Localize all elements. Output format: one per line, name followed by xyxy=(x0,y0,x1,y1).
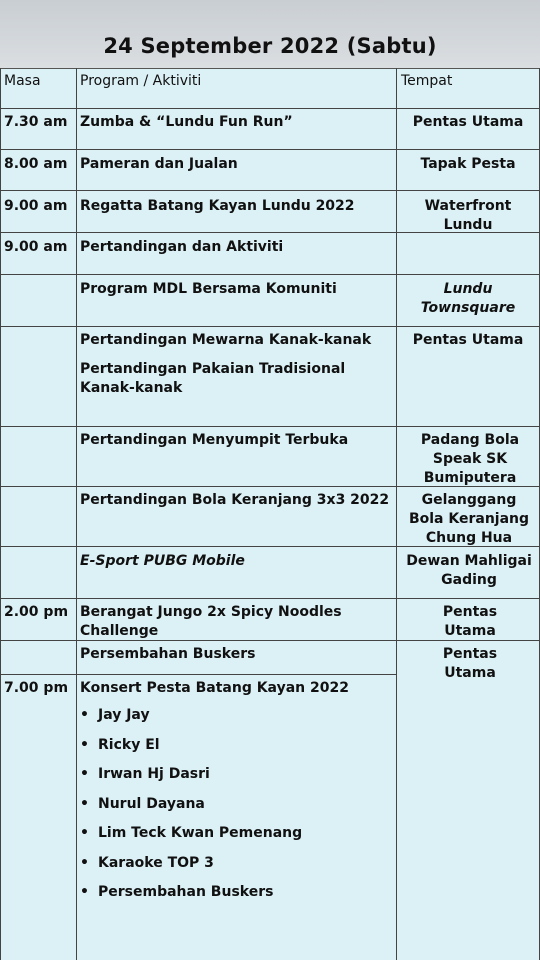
list-item xyxy=(80,765,302,795)
list-item xyxy=(80,706,302,736)
grid-line xyxy=(0,274,540,275)
row-venue: Pentas Utama xyxy=(412,114,524,130)
row-program: Pameran dan Jualan xyxy=(80,156,238,172)
performer-name: Lim Teck Kwan Pemenang xyxy=(98,825,303,841)
list-item xyxy=(80,824,302,854)
row-program: Regatta Batang Kayan Lundu 2022 xyxy=(80,198,355,214)
grid-line xyxy=(0,149,540,150)
bullet-icon: • xyxy=(80,736,89,753)
row-time: 8.00 am xyxy=(4,156,68,172)
bullet-icon: • xyxy=(80,707,89,723)
bullet-icon: • xyxy=(80,795,89,812)
grid-line xyxy=(0,598,540,599)
row-venue: Pentas Utama xyxy=(442,646,498,681)
row-program: E-Sport PUBG Mobile xyxy=(80,553,245,569)
grid-line xyxy=(0,326,540,327)
list-item xyxy=(80,854,302,884)
grid-line xyxy=(76,68,77,960)
row-venue: Tapak Pesta xyxy=(420,156,516,172)
row-time: 9.00 am xyxy=(4,239,68,255)
row-time: 7.00 pm xyxy=(4,680,69,696)
performer-name: Irwan Hj Dasri xyxy=(98,766,210,782)
row-time: 9.00 am xyxy=(4,198,68,214)
grid-line xyxy=(0,674,396,675)
row-program-secondary: Pertandingan Pakaian Tradisional Kanak-kanak xyxy=(80,361,346,396)
row-venue: Dewan Mahligai Gading xyxy=(406,553,532,588)
grid-line xyxy=(0,426,540,427)
performer-name: Jay Jay xyxy=(98,707,150,723)
bullet-icon: • xyxy=(80,884,89,900)
header-masa: Masa xyxy=(4,73,41,89)
row-venue: Lundu Townsquare xyxy=(420,281,516,316)
row-venue: Padang Bola Speak SK Bumiputera xyxy=(420,432,520,486)
row-time: 7.30 am xyxy=(4,114,68,130)
bullet-icon: • xyxy=(80,854,89,871)
bullet-icon: • xyxy=(80,766,89,782)
row-program: Berangat Jungo 2x Spicy Noodles Challenge xyxy=(80,604,342,639)
row-program: Pertandingan dan Aktiviti xyxy=(80,239,284,255)
performer-name: Nurul Dayana xyxy=(98,795,205,812)
performer-name: Persembahan Buskers xyxy=(98,884,274,900)
row-venue: Pentas Utama xyxy=(412,332,524,348)
performer-name: Ricky El xyxy=(98,736,160,753)
header-tempat: Tempat xyxy=(401,73,453,89)
list-item xyxy=(80,883,302,913)
list-item xyxy=(80,736,302,766)
page-title: 24 September 2022 (Sabtu) xyxy=(103,34,437,58)
row-venue: Gelanggang Bola Keranjang Chung Hua xyxy=(408,492,530,546)
grid-line xyxy=(0,190,540,191)
grid-line xyxy=(0,108,540,109)
grid-line xyxy=(396,68,397,960)
header-program: Program / Aktiviti xyxy=(80,73,202,89)
list-item xyxy=(80,795,302,825)
row-venue: Pentas Utama xyxy=(442,604,498,639)
row-program: Program MDL Bersama Komuniti xyxy=(80,281,337,297)
row-venue: Waterfront Lundu xyxy=(424,198,512,233)
row-program: Zumba & “Lundu Fun Run” xyxy=(80,114,293,130)
performer-list xyxy=(80,706,302,913)
row-program: Konsert Pesta Batang Kayan 2022 xyxy=(80,680,349,696)
performer-name: Karaoke TOP 3 xyxy=(98,854,214,871)
row-program: Persembahan Buskers xyxy=(80,646,256,662)
row-program: Pertandingan Mewarna Kanak-kanak xyxy=(80,332,372,348)
row-program: Pertandingan Bola Keranjang 3x3 2022 xyxy=(80,492,390,508)
row-time: 2.00 pm xyxy=(4,604,69,620)
bullet-icon: • xyxy=(80,825,89,841)
row-program: Pertandingan Menyumpit Terbuka xyxy=(80,432,349,448)
grid-line xyxy=(0,68,1,960)
